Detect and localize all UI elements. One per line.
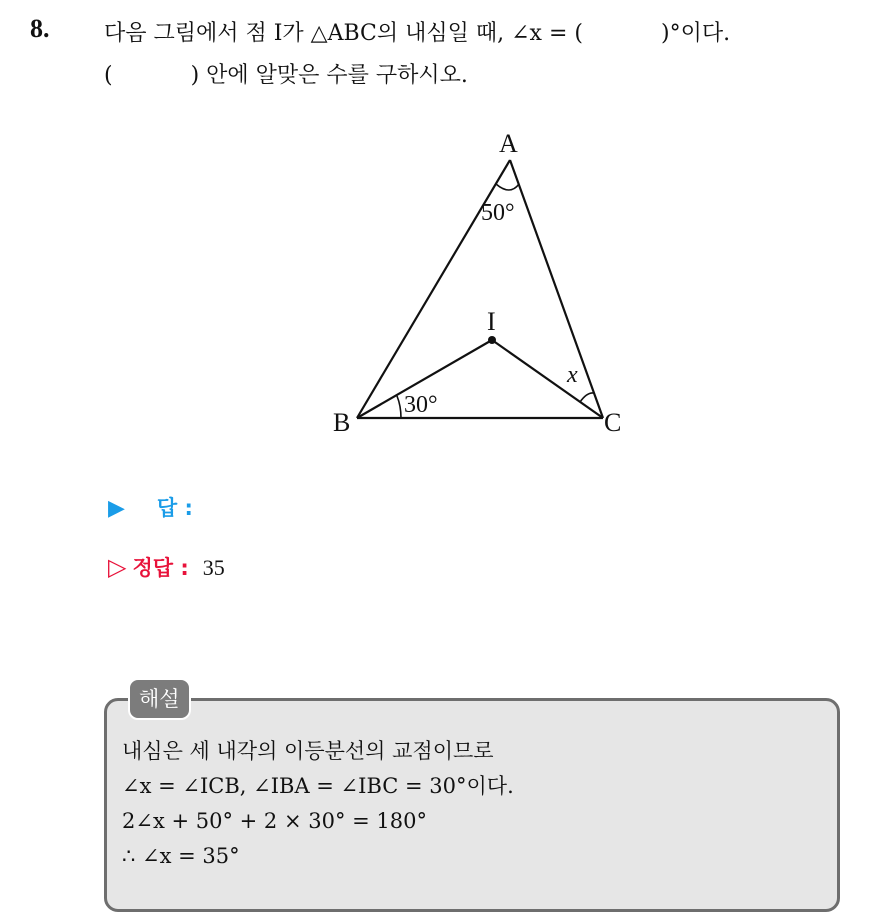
vertex-a-label: A [499, 129, 518, 158]
correct-answer-value: 35 [202, 555, 225, 580]
segment-ci [492, 340, 603, 418]
explanation-tag: 해설 [128, 678, 191, 720]
angle-arc-b [397, 396, 401, 418]
question-number: 8. [30, 14, 50, 43]
play-icon: ▶ [108, 496, 125, 521]
angle-arc-a [496, 184, 519, 190]
question-text-part: 다음 그림에서 점 I가 △ABC의 내심일 때, ∠x = ( [104, 21, 583, 46]
question-text-part: ) 안에 알맞은 수를 구하시오. [190, 63, 468, 88]
correct-answer-row [108, 552, 225, 582]
side-ab [357, 160, 510, 418]
explanation-line: ∴ ∠x = 35° [122, 844, 240, 868]
answer-row [108, 492, 193, 522]
outline-triangle-icon: ▷ [108, 553, 127, 581]
vertex-c-label: C [604, 408, 622, 437]
incenter-label: I [487, 307, 496, 336]
angle-arc-c [580, 393, 594, 402]
question-text-part: ( [104, 63, 113, 88]
angle-b-label: 30° [404, 392, 438, 418]
explanation-line: ∠x = ∠ICB, ∠IBA = ∠IBC = 30°이다. [122, 774, 514, 798]
explanation-line: 2∠x + 50° + 2 × 30° = 180° [122, 809, 427, 833]
explanation-line: 내심은 세 내각의 이등분선의 교점이므로 [122, 739, 494, 763]
side-ac [510, 160, 603, 418]
explanation-text [122, 734, 514, 874]
correct-answer-label: 정답 : [132, 556, 189, 580]
incenter-point [488, 336, 496, 344]
angle-c-label: x [567, 362, 578, 388]
angle-a-label: 50° [481, 200, 515, 226]
question-text-part: )°이다. [660, 21, 731, 46]
answer-label: 답 : [156, 496, 193, 520]
vertex-b-label: B [333, 408, 351, 437]
